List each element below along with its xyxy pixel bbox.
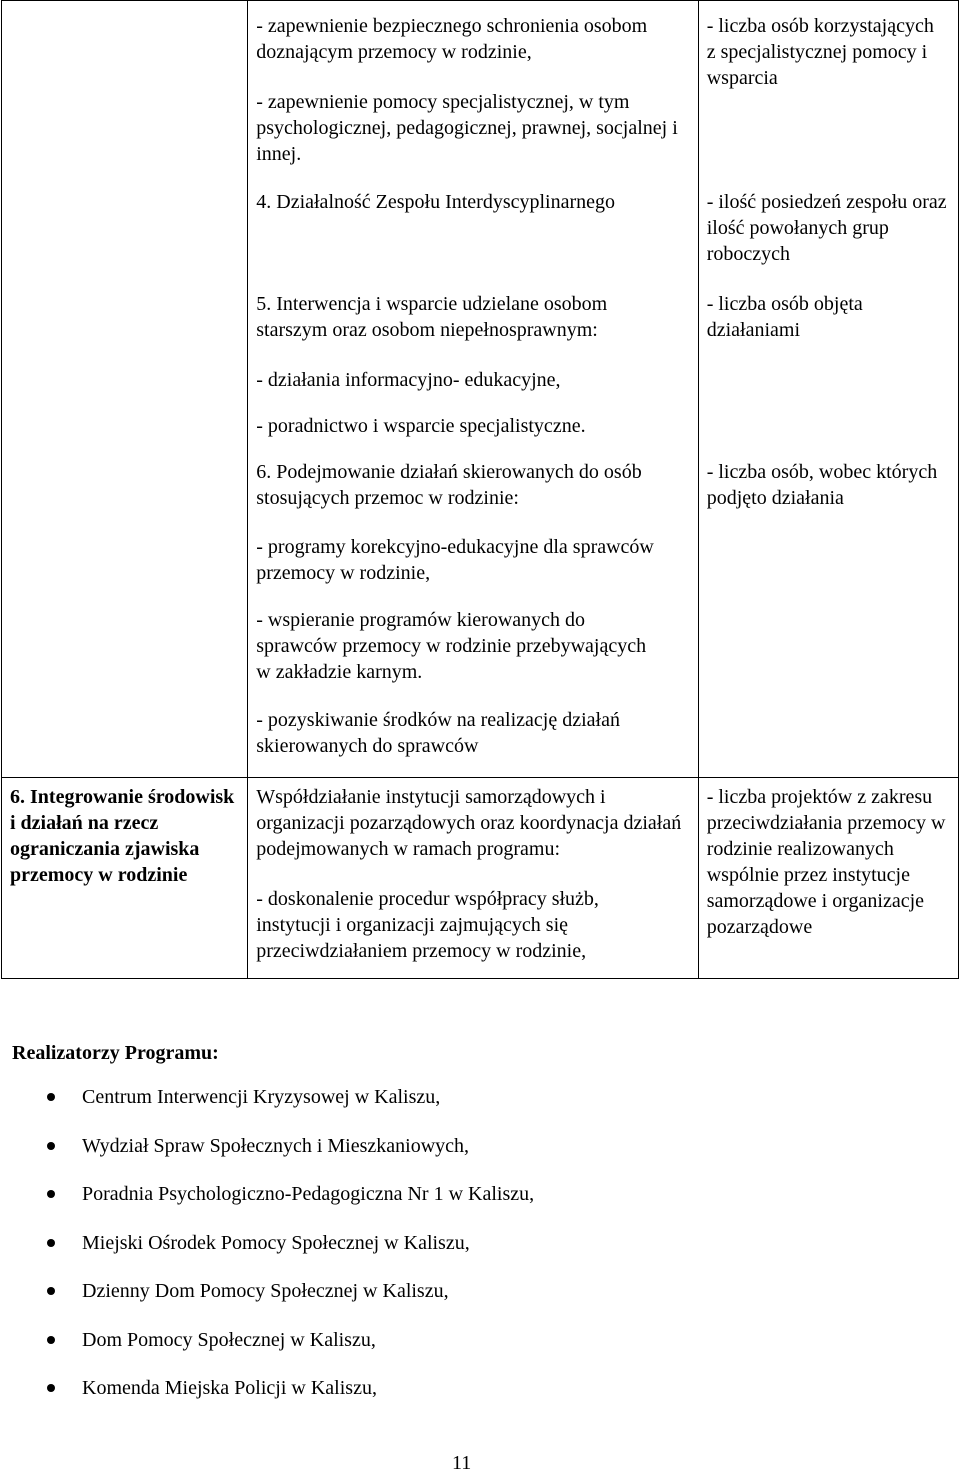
task-6-sub1: - programy korekcyjno-edukacyjne dla sprawców przemocy w rodzinie, bbox=[256, 536, 654, 584]
task-shelter: - zapewnienie bezpiecznego schronienia osobom doznającym przemocy w rodzinie, bbox=[256, 15, 648, 63]
list-item-text: Dzienny Dom Pomocy Społecznej w Kaliszu, bbox=[82, 1280, 449, 1302]
task-specialist-help: - zapewnienie pomocy specjalistycznej, w tym psychologicznej, pedagogicznej, prawnej, socjalnej i innej. bbox=[256, 91, 678, 165]
table-row bbox=[2, 778, 959, 979]
row1-indicators-cell bbox=[698, 1, 958, 778]
list-item-text: Dom Pomocy Społecznej w Kaliszu, bbox=[82, 1328, 376, 1351]
list-item bbox=[0, 1084, 940, 1133]
list-item-text: Wydział Spraw Społecznych i Mieszkaniowych, bbox=[82, 1134, 470, 1157]
bullet-icon bbox=[47, 1287, 55, 1295]
row2-tasks-cell bbox=[248, 778, 698, 979]
indicator-actions: - liczba osób, wobec których podjęto działania bbox=[706, 461, 938, 509]
bullet-icon bbox=[47, 1093, 55, 1101]
indicator-meetings: - ilość posiedzeń zespołu oraz ilość powołanych grup roboczych bbox=[706, 191, 947, 265]
task-4-heading: 4. Działalność Zespołu Interdyscyplinarnego bbox=[256, 191, 616, 213]
task-cooperation-intro: Współdziałanie instytucji samorządowych i organizacji pozarządowych oraz koordynacja działań podejmowanych w ramach programu: bbox=[256, 786, 682, 860]
task-6-sub3: - pozyskiwanie środków na realizację działań skierowanych do sprawców bbox=[256, 709, 620, 757]
task-6-sub2: - wspieranie programów kierowanych do sprawców przemocy w rodzinie przebywających w zakładzie karnym. bbox=[256, 609, 647, 683]
list-item bbox=[0, 1375, 940, 1424]
list-item bbox=[0, 1181, 940, 1230]
indicator-covered: - liczba osób objęta działaniami bbox=[706, 293, 863, 341]
row2-indicators-cell bbox=[698, 778, 958, 979]
list-item-text: Komenda Miejska Policji w Kaliszu, bbox=[82, 1377, 377, 1399]
bullet-icon bbox=[47, 1384, 55, 1392]
bullet-icon bbox=[47, 1142, 55, 1150]
task-6-heading: 6. Podejmowanie działań skierowanych do osób stosujących przemoc w rodzinie: bbox=[256, 461, 642, 509]
realizatorzy-list bbox=[0, 1084, 940, 1424]
list-item-text: Centrum Interwencji Kryzysowej w Kaliszu, bbox=[82, 1086, 441, 1108]
list-item bbox=[0, 1327, 940, 1376]
task-5-sub1: - działania informacyjno- edukacyjne, bbox=[256, 369, 561, 391]
program-table bbox=[1, 0, 959, 979]
indicator-projects: - liczba projektów z zakresu przeciwdziałania przemocy w rodzinie realizowanych wspólnie przez instytucje samorządowe i organizacje pozarządowe bbox=[706, 786, 946, 938]
indicator-help: - liczba osób korzystających z specjalistycznej pomocy i wsparcia bbox=[706, 15, 934, 89]
goal-6-title: 6. Integrowanie środowisk i działań na rzecz ograniczania zjawiska przemocy w rodzinie bbox=[10, 786, 235, 886]
list-item-text: Miejski Ośrodek Pomocy Społecznej w Kaliszu, bbox=[82, 1231, 470, 1254]
row1-goal-cell bbox=[2, 1, 248, 778]
table-row bbox=[2, 1, 959, 778]
bullet-icon bbox=[47, 1336, 55, 1344]
task-5-heading: 5. Interwencja i wsparcie udzielane osobom starszym oraz osobom niepełnosprawnym: bbox=[256, 293, 608, 341]
task-cooperation-sub1: - doskonalenie procedur współpracy służb, instytucji i organizacji zajmujących się przeciwdziałaniem przemocy w rodzinie, bbox=[256, 888, 599, 962]
list-item bbox=[0, 1133, 940, 1182]
list-item bbox=[0, 1230, 940, 1279]
realizatorzy-heading: Realizatorzy Programu: bbox=[12, 1042, 219, 1064]
row1-tasks-cell bbox=[248, 1, 698, 778]
bullet-icon bbox=[47, 1190, 55, 1198]
row2-goal-cell bbox=[2, 778, 248, 979]
list-item bbox=[0, 1278, 940, 1327]
task-5-sub2: - poradnictwo i wsparcie specjalistyczne. bbox=[256, 415, 586, 437]
bullet-icon bbox=[47, 1239, 55, 1247]
list-item-text: Poradnia Psychologiczno-Pedagogiczna Nr 1 w Kaliszu, bbox=[82, 1183, 535, 1205]
page-number: 11 bbox=[452, 1452, 472, 1474]
